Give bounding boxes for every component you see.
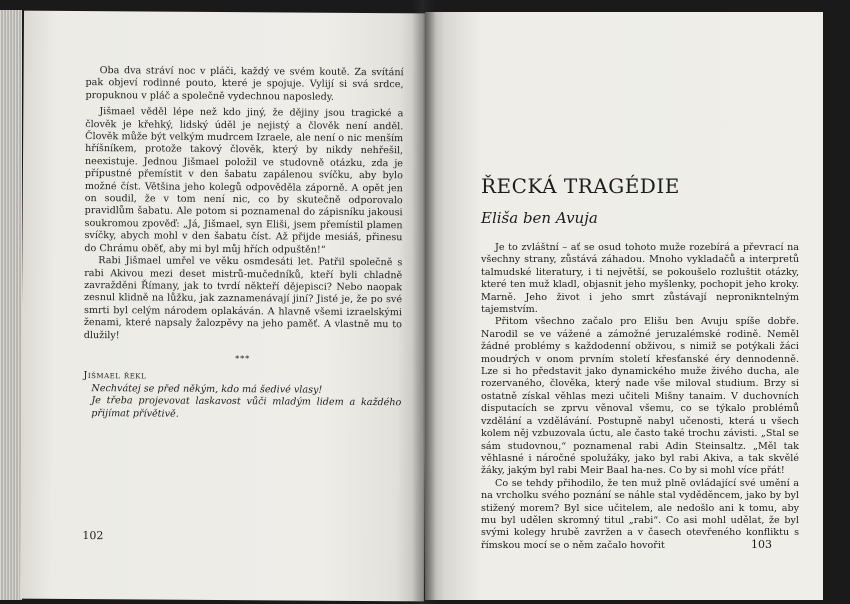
paragraph: Oba dva stráví noc v pláči, každý ve svém koutě. Za svítání pak objeví rodinné pouto, které je spojuje. Vylijí si svá srdce, propuknou v pláč a společně vydechnou naposledy. xyxy=(85,65,404,103)
quote-line: Je třeba projevovat laskavost vůči mladým lidem a každého přijímat přívětivě. xyxy=(91,395,402,420)
page-number-left: 102 xyxy=(82,529,104,543)
paragraph: Rabi Jišmael umřel ve věku osmdesáti let. Patřil společně s rabi Akivou mezi deset mistrů-mučedníků, kteří byli chladně zavražděni Římany, jak to tvrdí někteří dějepisci? Nebo naopak zesnul klidně na lůžku, jak zaznamenávají jiní? Jisté je, že po své smrti byl celým národem oplakáván. A hlavně všemi izraelskými ženami, které napsaly žalozpěvy na jeho paměť. A vlastně mu to dlužily! xyxy=(83,255,403,341)
paragraph: Co se tehdy přihodilo, že ten muž plně ovládající své umění a na vrcholku svého poznání se náhle stal vyděděncem, jako by byl stižený morem? Byl sice učitelem, ale nedošlo ani k tomu, aby mu byl udělen skromný titul „rabi“. Co asi mohl udělat, že byl svými kolegy hrubě zavržen a v časech otevřeného konfliktu s římskou mocí se o něm začalo hovořit xyxy=(481,477,799,551)
book-spine-shadow xyxy=(412,0,436,604)
right-page xyxy=(425,12,823,600)
section-separator: *** xyxy=(235,354,251,364)
left-page xyxy=(20,11,428,602)
page-number-right: 103 xyxy=(751,538,772,551)
chapter-subtitle: Eliša ben Avuja xyxy=(481,209,598,227)
paragraph: Je to zvláštní – ať se osud tohoto muže rozebírá a převrací na všechny strany, zůstává záhadou. Mnoho vykladačů a interpretů talmudské literatury, i ti největší, se pokoušelo rozluštit otázky, které ten muž kladl, objasnit jeho myšlenky, pochopit jeho kroky. Marně. Jeho život i jeho smrt zůstávají nepronikntelným tajemstvím. xyxy=(481,242,799,316)
paragraph: Jišmael věděl lépe než kdo jiný, že dějiny jsou tragické a člověk je křehký, lidský úděl je nejistý a člověk není anděl. Člověk může být velkým mudrcem Izraele, ale není o nic menším hříšníkem, protože takový člověk, který by nikdy nehřešil, neexistuje. Jednou Jišmael položil ve studovně otázku, zda je přípustné přemístit v den šabatu zapálenou svíčku, aby bylo možné číst. Většina jeho kolegů odpověděla záporně. A opět jen on soudil, že v tom není nic, co by skutečně odporovalo pravidlům šabatu. Ale potom si poznamenal do zápisníku jakousi soukromou zpověď: „Já, Jišmael, syn Eliši, jsem přemístil plamen svíčky, abych mohl v den šabatu číst. Až přijde mesiáš, přinesu do Chrámu oběť, aby mi byl můj hřích odpuštěn!“ xyxy=(84,106,404,256)
paragraph: Přitom všechno začalo pro Elišu ben Avuju spíše dobře. Narodil se ve vážené a zámožné jeruzalémské rodině. Neměl žádné problémy s každodenní obživou, s nimiž se potýkali žáci moudrých v onom prvním století křesťanské éry dennodenně. Lze si ho představit jako dynamického muže živého ducha, ale rozervaného, člověka, který nade vše miloval studium. Brzy si ostatně získal věhlas mezi učiteli Mišny tanaim. V duchovních disputacích se zprvu věnoval všemu, co se týkalo problémů vzdělání a vzdělávání. Postupně nabyl učenosti, která u všech kolem něj vzbuzovala úctu, ale často také trochu závisti. „Stal se sám studovnou,“ poznamenal rabi Adin Steinsaltz. „Měl tak věhlasné i náročné spolužáky, jako byl rabi Akiva, a tak skvělé žáky, jakým byl rabi Meir Baal ha-nes. Co by si mohl více přát! xyxy=(481,316,799,477)
chapter-title: ŘECKÁ TRAGÉDIE xyxy=(481,174,680,198)
left-page-text xyxy=(83,65,403,422)
page-edges xyxy=(0,10,22,600)
quote-line: Nechvátej se před někým, kdo má šedivé vlasy! xyxy=(91,382,323,396)
speaker-label: Jišmael řekl xyxy=(83,370,147,382)
right-page-text xyxy=(481,242,799,552)
